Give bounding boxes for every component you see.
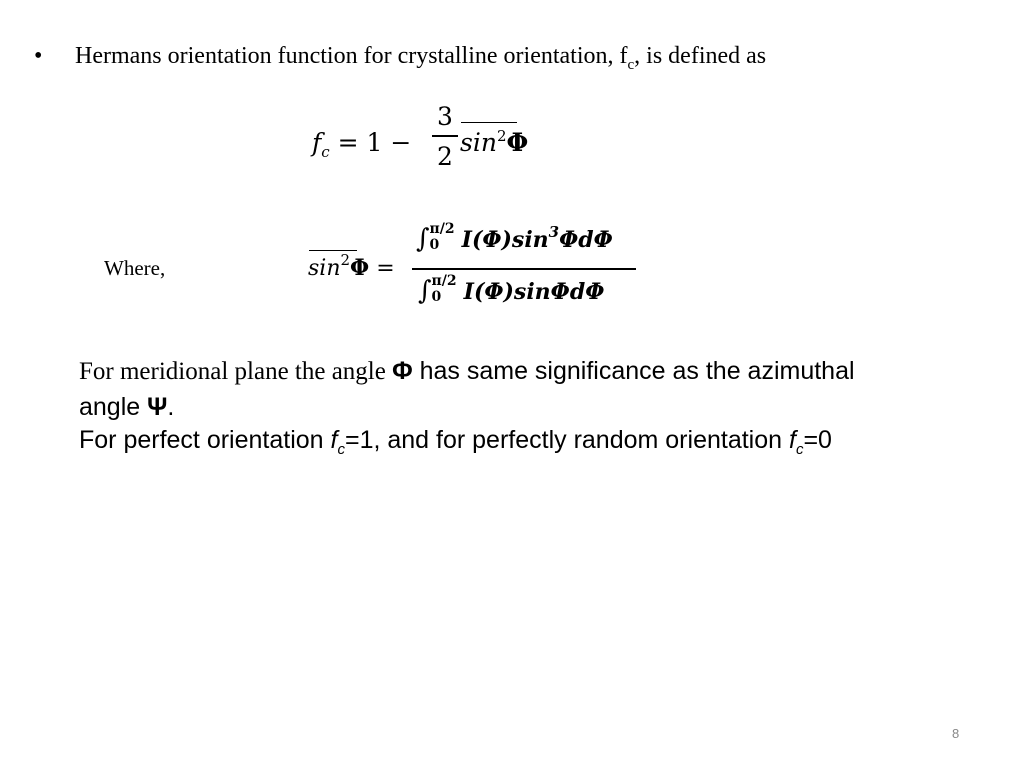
- fraction-bar: [412, 268, 636, 270]
- meridional-plane-text: For meridional plane the angle Φ has same significance as the azimuthal: [79, 357, 855, 385]
- where-label: Where,: [104, 256, 166, 280]
- bullet-text-end: , is defined as: [634, 43, 767, 69]
- bullet-subscript: c: [627, 57, 635, 73]
- hermans-equation: [312, 101, 572, 181]
- average-lhs: $\sin^2\Phi$ =: [308, 251, 395, 281]
- bullet-text-main: Hermans orientation function for crystalline orientation, f: [75, 43, 628, 69]
- bullet-text: [75, 43, 767, 73]
- page-number: 8: [952, 726, 960, 741]
- integral-denominator: ∫ π/2 0 I(Φ)sinΦdΦ: [418, 273, 605, 306]
- equation-lhs: $f_c = 1$ −: [312, 128, 412, 161]
- bullet-symbol: •: [34, 43, 43, 69]
- mean-sin-squared: $\sin^2\Phi$: [460, 128, 528, 157]
- three-halves-fraction: 3 2: [432, 101, 458, 175]
- integral-numerator: ∫ π/2 0 $I(\Phi)\sin^3\Phi d\Phi$: [416, 221, 613, 254]
- orientation-values-text: For perfect orientation $f_c=1$, and for perfectly random orientation $f_c=0$: [79, 426, 832, 458]
- angle-psi-text: angle Ψ.: [79, 393, 175, 421]
- average-definition-equation: [308, 222, 638, 322]
